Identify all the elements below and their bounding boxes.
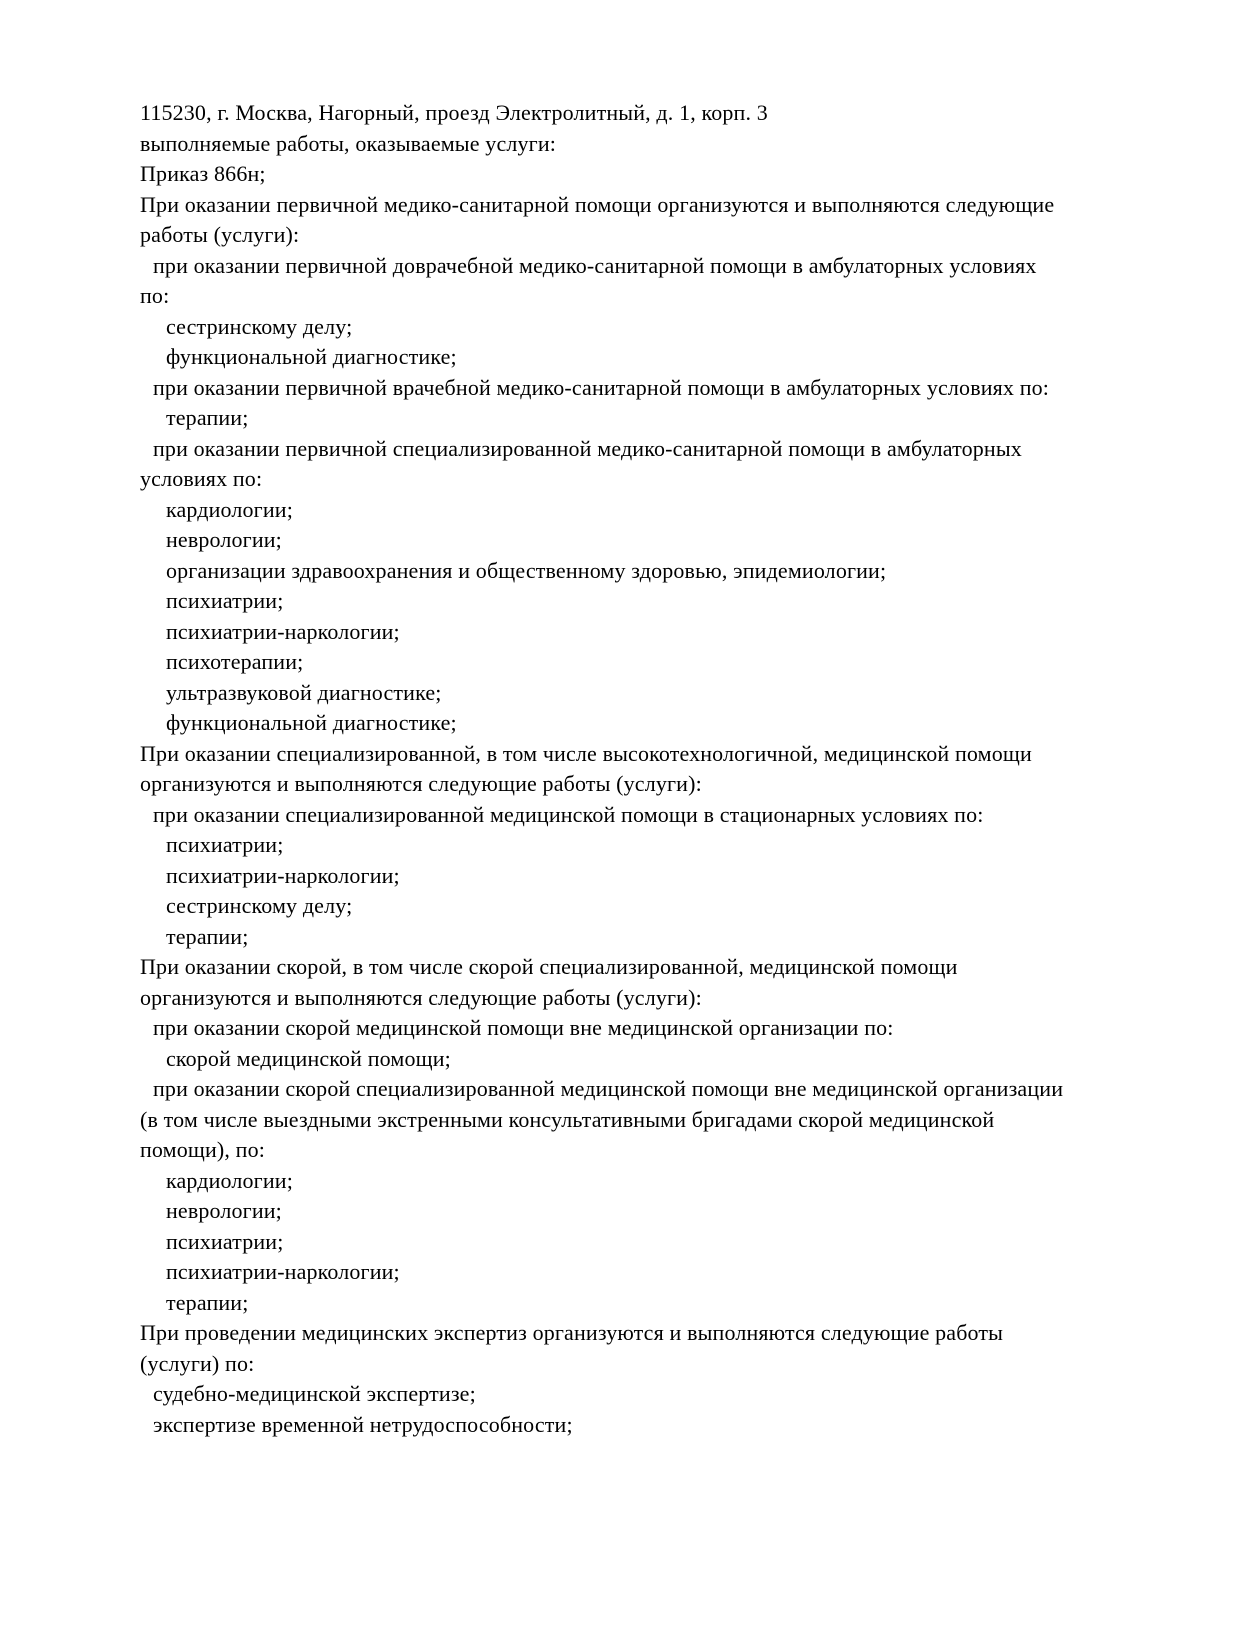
text-line: неврологии; <box>166 1198 282 1223</box>
text-line: работы (услуги): <box>140 222 300 247</box>
text-line: сестринскому делу; <box>166 313 353 339</box>
text-line: при оказании первичной врачебной медико-санитарной помощи в амбулаторных условиях по: <box>153 374 1050 400</box>
text-line: психиатрии; <box>166 1228 284 1254</box>
text-line: по: <box>140 283 170 308</box>
text-line: организуются и выполняются следующие работы (услуги): <box>140 771 702 796</box>
text-line: (в том числе выездными экстренными консультативными бригадами скорой медицинской <box>140 1106 995 1132</box>
text-line: При оказании специализированной, в том числе высокотехнологичной, медицинской помощи <box>140 740 1032 766</box>
text-line: психиатрии-наркологии; <box>166 1259 400 1284</box>
text-line: (услуги) по: <box>140 1350 255 1376</box>
text-line: При оказании скорой, в том числе скорой специализированной, медицинской помощи <box>140 954 958 979</box>
text-line: Приказ 866н; <box>140 161 266 186</box>
text-line: при оказании специализированной медицинской помощи в стационарных условиях по: <box>153 801 984 827</box>
text-line: психотерапии; <box>166 649 304 674</box>
text-line: ультразвуковой диагностике; <box>166 679 442 705</box>
text-line: психиатрии; <box>166 588 284 613</box>
text-line: выполняемые работы, оказываемые услуги: <box>140 130 557 156</box>
text-line: 115230, г. Москва, Нагорный, проезд Электролитный, д. 1, корп. 3 <box>140 100 768 125</box>
text-line: скорой медицинской помощи; <box>166 1045 451 1071</box>
text-line: При оказании первичной медико-санитарной помощи организуются и выполняются следующие <box>140 191 1055 217</box>
text-line: терапии; <box>166 405 249 430</box>
text-line: при оказании скорой медицинской помощи вне медицинской организации по: <box>153 1015 894 1040</box>
text-line: условиях по: <box>140 466 263 491</box>
text-line: при оказании первичной доврачебной медико-санитарной помощи в амбулаторных условиях <box>153 252 1037 278</box>
text-line: при оказании первичной специализированной медико-санитарной помощи в амбулаторных <box>153 435 1022 461</box>
text-line: судебно-медицинской экспертизе; <box>153 1381 476 1406</box>
text-line: сестринскому делу; <box>166 893 353 918</box>
text-line: неврологии; <box>166 527 282 552</box>
text-line: функциональной диагностике; <box>166 344 457 369</box>
text-line: помощи), по: <box>140 1137 266 1162</box>
text-line: организации здравоохранения и общественному здоровью, эпидемиологии; <box>166 557 887 583</box>
text-line: при оказании скорой специализированной медицинской помощи вне медицинской организации <box>153 1076 1064 1101</box>
text-line: экспертизе временной нетрудоспособности; <box>153 1411 573 1437</box>
text-line: кардиологии; <box>166 496 293 522</box>
text-line: терапии; <box>166 1289 249 1315</box>
text-line: психиатрии; <box>166 832 284 857</box>
text-line: кардиологии; <box>166 1167 293 1193</box>
text-line: психиатрии-наркологии; <box>166 618 400 644</box>
text-line: функциональной диагностике; <box>166 710 457 735</box>
text-line: организуются и выполняются следующие работы (услуги): <box>140 984 702 1010</box>
text-line: терапии; <box>166 923 249 949</box>
text-line: психиатрии-наркологии; <box>166 862 400 888</box>
text-line: При проведении медицинских экспертиз организуются и выполняются следующие работы <box>140 1320 1004 1345</box>
document-text-block <box>140 98 1200 1440</box>
